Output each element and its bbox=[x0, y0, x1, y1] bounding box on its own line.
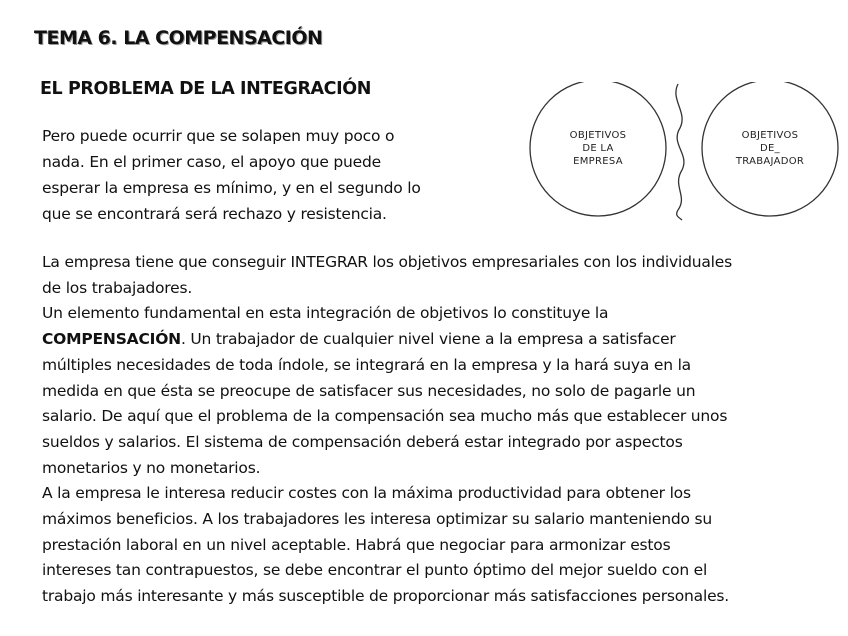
body-line: salario. De aquí que el problema de la compensación sea mucho más que establecer unos bbox=[42, 407, 728, 426]
left-circle-text: DE LA bbox=[582, 143, 614, 154]
left-circle-text: EMPRESA bbox=[573, 156, 623, 167]
intro-line: nada. En el primer caso, el apoyo que puede bbox=[42, 153, 381, 171]
separator-wavy-line bbox=[676, 84, 684, 220]
right-circle-text: DE_ bbox=[760, 143, 780, 154]
body-line: A la empresa le interesa reducir costes con la máxima productividad para obtener los bbox=[42, 484, 691, 503]
body-line bbox=[42, 327, 832, 353]
objectives-diagram bbox=[520, 82, 840, 222]
right-circle-text: OBJETIVOS bbox=[741, 130, 799, 141]
intro-line: que se encontrará será rechazo y resistencia. bbox=[42, 205, 387, 223]
intro-paragraph bbox=[42, 123, 492, 227]
body-line: La empresa tiene que conseguir INTEGRAR los objetivos empresariales con los individuales bbox=[42, 253, 732, 271]
body-line: monetarios y no monetarios. bbox=[42, 458, 261, 477]
body-line: intereses tan contrapuestos, se debe encontrar el punto óptimo del mejor sueldo con el bbox=[42, 561, 708, 580]
body-line: Un elemento fundamental en esta integración de objetivos lo constituye la bbox=[42, 304, 609, 323]
body-line: de los trabajadores. bbox=[42, 278, 193, 297]
body-text bbox=[42, 250, 832, 610]
body-line: múltiples necesidades de toda índole, se integrará en la empresa y la hará suya en la bbox=[42, 355, 691, 374]
right-circle-text: TRABAJADOR bbox=[735, 156, 805, 167]
body-line: sueldos y salarios. El sistema de compensación deberá estar integrado por aspectos bbox=[42, 432, 683, 451]
body-line: trabajo más interesante y más susceptible de proporcionar más satisfacciones personales. bbox=[42, 587, 730, 606]
intro-line: esperar la empresa es mínimo, y en el segundo lo bbox=[42, 179, 421, 197]
body-line: máximos beneficios. A los trabajadores les interesa optimizar su salario manteniendo su bbox=[42, 510, 712, 529]
left-circle-text: OBJETIVOS bbox=[569, 130, 627, 141]
body-line-rest: . Un trabajador de cualquier nivel viene a la empresa a satisfacer bbox=[180, 330, 676, 349]
compensation-keyword: COMPENSACIÓN bbox=[42, 330, 181, 349]
page-title: TEMA 6. LA COMPENSACIÓN bbox=[34, 27, 323, 49]
body-line: medida en que ésta se preocupe de satisfacer sus necesidades, no solo de pagarle un bbox=[42, 381, 696, 400]
section-heading: EL PROBLEMA DE LA INTEGRACIÓN bbox=[40, 79, 371, 99]
body-line: prestación laboral en un nivel aceptable. Habrá que negociar para armonizar estos bbox=[42, 535, 671, 554]
intro-line: Pero puede ocurrir que se solapen muy poco o bbox=[42, 127, 395, 145]
